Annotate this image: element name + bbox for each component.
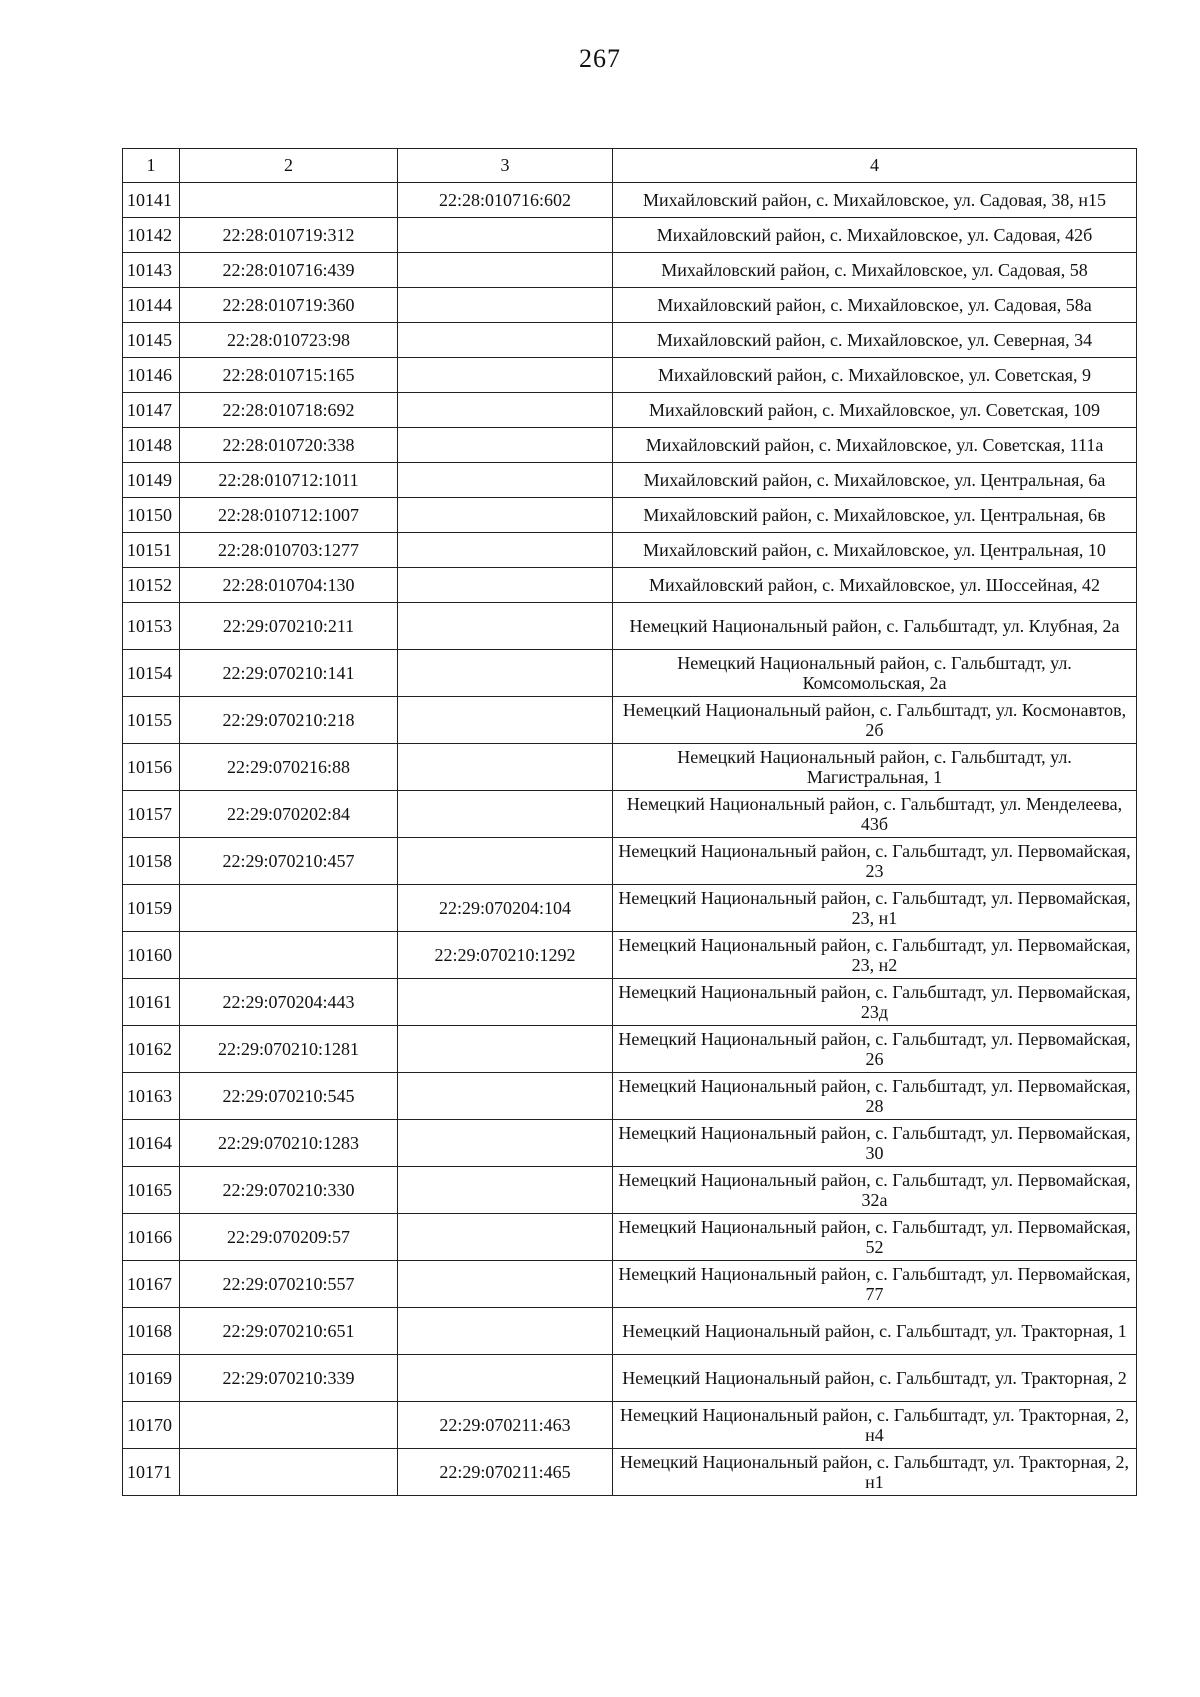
record-number-cell: 10163 [123, 1073, 180, 1120]
address-cell: Немецкий Национальный район, с. Гальбштадт, ул. Магистральная, 1 [613, 744, 1137, 791]
record-number-cell: 10156 [123, 744, 180, 791]
table-row [123, 1261, 1137, 1308]
object-number-cell [398, 791, 613, 838]
record-number-cell: 10150 [123, 498, 180, 533]
record-number-cell: 10143 [123, 253, 180, 288]
cadastral-number-cell: 22:28:010720:338 [180, 428, 398, 463]
table-row [123, 568, 1137, 603]
table-row [123, 1026, 1137, 1073]
address-cell: Михайловский район, с. Михайловское, ул. Центральная, 6а [613, 463, 1137, 498]
record-number-cell: 10144 [123, 288, 180, 323]
table-row [123, 650, 1137, 697]
record-number-cell: 10142 [123, 218, 180, 253]
record-number-cell: 10151 [123, 533, 180, 568]
cadastral-number-cell [180, 183, 398, 218]
cadastral-number-cell: 22:29:070210:651 [180, 1308, 398, 1355]
record-number-cell: 10157 [123, 791, 180, 838]
table-row [123, 744, 1137, 791]
address-cell: Михайловский район, с. Михайловское, ул. Шоссейная, 42 [613, 568, 1137, 603]
record-number-cell: 10165 [123, 1167, 180, 1214]
object-number-cell: 22:29:070210:1292 [398, 932, 613, 979]
address-cell: Немецкий Национальный район, с. Гальбштадт, ул. Первомайская, 23, н1 [613, 885, 1137, 932]
cadastral-number-cell: 22:29:070210:557 [180, 1261, 398, 1308]
record-number-cell: 10148 [123, 428, 180, 463]
address-cell: Немецкий Национальный район, с. Гальбштадт, ул. Тракторная, 2 [613, 1355, 1137, 1402]
record-number-cell: 10145 [123, 323, 180, 358]
object-number-cell [398, 428, 613, 463]
object-number-cell [398, 603, 613, 650]
record-number-cell: 10171 [123, 1449, 180, 1496]
object-number-cell [398, 358, 613, 393]
cadastral-number-cell: 22:28:010715:165 [180, 358, 398, 393]
object-number-cell [398, 568, 613, 603]
header-col-2: 2 [180, 149, 398, 183]
object-number-cell [398, 697, 613, 744]
record-number-cell: 10170 [123, 1402, 180, 1449]
table-row [123, 791, 1137, 838]
record-number-cell: 10159 [123, 885, 180, 932]
object-number-cell [398, 288, 613, 323]
record-number-cell: 10162 [123, 1026, 180, 1073]
table-body [123, 183, 1137, 1496]
cadastral-number-cell: 22:28:010703:1277 [180, 533, 398, 568]
address-cell: Михайловский район, с. Михайловское, ул. Советская, 109 [613, 393, 1137, 428]
cadastral-number-cell [180, 1402, 398, 1449]
table-row [123, 323, 1137, 358]
table-row [123, 288, 1137, 323]
object-number-cell [398, 744, 613, 791]
address-cell: Немецкий Национальный район, с. Гальбштадт, ул. Первомайская, 77 [613, 1261, 1137, 1308]
address-cell: Немецкий Национальный район, с. Гальбштадт, ул. Тракторная, 2, н4 [613, 1402, 1137, 1449]
object-number-cell [398, 1073, 613, 1120]
address-cell: Михайловский район, с. Михайловское, ул. Садовая, 58 [613, 253, 1137, 288]
table-row [123, 1355, 1137, 1402]
table-row [123, 498, 1137, 533]
table-row [123, 603, 1137, 650]
address-cell: Михайловский район, с. Михайловское, ул. Садовая, 58а [613, 288, 1137, 323]
registry-table [122, 148, 1137, 1496]
object-number-cell [398, 463, 613, 498]
address-cell: Михайловский район, с. Михайловское, ул. Советская, 111а [613, 428, 1137, 463]
table-row [123, 932, 1137, 979]
address-cell: Немецкий Национальный район, с. Гальбштадт, ул. Тракторная, 1 [613, 1308, 1137, 1355]
cadastral-number-cell [180, 932, 398, 979]
table-row [123, 253, 1137, 288]
object-number-cell [398, 650, 613, 697]
table-row [123, 1449, 1137, 1496]
cadastral-number-cell: 22:29:070210:1283 [180, 1120, 398, 1167]
object-number-cell [398, 838, 613, 885]
cadastral-number-cell: 22:28:010712:1007 [180, 498, 398, 533]
object-number-cell: 22:29:070211:463 [398, 1402, 613, 1449]
address-cell: Немецкий Национальный район, с. Гальбштадт, ул. Клубная, 2а [613, 603, 1137, 650]
table-row [123, 1214, 1137, 1261]
record-number-cell: 10167 [123, 1261, 180, 1308]
header-col-1: 1 [123, 149, 180, 183]
address-cell: Немецкий Национальный район, с. Гальбштадт, ул. Космонавтов, 2б [613, 697, 1137, 744]
object-number-cell [398, 253, 613, 288]
cadastral-number-cell: 22:29:070210:330 [180, 1167, 398, 1214]
cadastral-number-cell: 22:28:010723:98 [180, 323, 398, 358]
address-cell: Михайловский район, с. Михайловское, ул. Садовая, 38, н15 [613, 183, 1137, 218]
object-number-cell: 22:28:010716:602 [398, 183, 613, 218]
object-number-cell [398, 498, 613, 533]
table-row [123, 428, 1137, 463]
address-cell: Михайловский район, с. Михайловское, ул. Советская, 9 [613, 358, 1137, 393]
address-cell: Михайловский район, с. Михайловское, ул. Северная, 34 [613, 323, 1137, 358]
address-cell: Немецкий Национальный район, с. Гальбштадт, ул. Первомайская, 23д [613, 979, 1137, 1026]
header-row [123, 149, 1137, 183]
table-row [123, 1402, 1137, 1449]
cadastral-number-cell: 22:29:070210:457 [180, 838, 398, 885]
object-number-cell [398, 979, 613, 1026]
table-row [123, 218, 1137, 253]
object-number-cell [398, 533, 613, 568]
table-row [123, 1120, 1137, 1167]
address-cell: Михайловский район, с. Михайловское, ул. Центральная, 6в [613, 498, 1137, 533]
cadastral-number-cell: 22:29:070216:88 [180, 744, 398, 791]
record-number-cell: 10146 [123, 358, 180, 393]
cadastral-number-cell: 22:28:010719:312 [180, 218, 398, 253]
object-number-cell [398, 1026, 613, 1073]
record-number-cell: 10154 [123, 650, 180, 697]
table-row [123, 885, 1137, 932]
table-row [123, 533, 1137, 568]
object-number-cell [398, 1308, 613, 1355]
table-row [123, 1308, 1137, 1355]
record-number-cell: 10166 [123, 1214, 180, 1261]
record-number-cell: 10158 [123, 838, 180, 885]
table-row [123, 183, 1137, 218]
cadastral-number-cell: 22:28:010716:439 [180, 253, 398, 288]
record-number-cell: 10152 [123, 568, 180, 603]
cadastral-number-cell: 22:29:070210:339 [180, 1355, 398, 1402]
cadastral-number-cell: 22:29:070204:443 [180, 979, 398, 1026]
address-cell: Немецкий Национальный район, с. Гальбштадт, ул. Первомайская, 52 [613, 1214, 1137, 1261]
address-cell: Немецкий Национальный район, с. Гальбштадт, ул. Первомайская, 23 [613, 838, 1137, 885]
object-number-cell: 22:29:070211:465 [398, 1449, 613, 1496]
record-number-cell: 10168 [123, 1308, 180, 1355]
object-number-cell [398, 1214, 613, 1261]
cadastral-number-cell [180, 1449, 398, 1496]
address-cell: Немецкий Национальный район, с. Гальбштадт, ул. Первомайская, 30 [613, 1120, 1137, 1167]
cadastral-number-cell: 22:29:070210:545 [180, 1073, 398, 1120]
object-number-cell [398, 323, 613, 358]
record-number-cell: 10153 [123, 603, 180, 650]
address-cell: Немецкий Национальный район, с. Гальбштадт, ул. Первомайская, 23, н2 [613, 932, 1137, 979]
record-number-cell: 10161 [123, 979, 180, 1026]
address-cell: Немецкий Национальный район, с. Гальбштадт, ул. Менделеева, 43б [613, 791, 1137, 838]
cadastral-number-cell [180, 885, 398, 932]
address-cell: Немецкий Национальный район, с. Гальбштадт, ул. Тракторная, 2, н1 [613, 1449, 1137, 1496]
cadastral-number-cell: 22:29:070210:211 [180, 603, 398, 650]
table-header [123, 149, 1137, 183]
object-number-cell [398, 1120, 613, 1167]
record-number-cell: 10149 [123, 463, 180, 498]
table-row [123, 697, 1137, 744]
cadastral-number-cell: 22:29:070202:84 [180, 791, 398, 838]
object-number-cell [398, 1355, 613, 1402]
record-number-cell: 10141 [123, 183, 180, 218]
cadastral-number-cell: 22:29:070210:1281 [180, 1026, 398, 1073]
object-number-cell [398, 1167, 613, 1214]
table-row [123, 1167, 1137, 1214]
cadastral-number-cell: 22:28:010718:692 [180, 393, 398, 428]
record-number-cell: 10155 [123, 697, 180, 744]
address-cell: Немецкий Национальный район, с. Гальбштадт, ул. Первомайская, 32а [613, 1167, 1137, 1214]
header-col-4: 4 [613, 149, 1137, 183]
table-row [123, 358, 1137, 393]
cadastral-number-cell: 22:29:070210:218 [180, 697, 398, 744]
table-row [123, 1073, 1137, 1120]
address-cell: Немецкий Национальный район, с. Гальбштадт, ул. Комсомольская, 2а [613, 650, 1137, 697]
address-cell: Михайловский район, с. Михайловское, ул. Садовая, 42б [613, 218, 1137, 253]
table-row [123, 393, 1137, 428]
object-number-cell [398, 218, 613, 253]
cadastral-number-cell: 22:29:070209:57 [180, 1214, 398, 1261]
table-row [123, 979, 1137, 1026]
cadastral-number-cell: 22:29:070210:141 [180, 650, 398, 697]
table-row [123, 838, 1137, 885]
cadastral-number-cell: 22:28:010719:360 [180, 288, 398, 323]
header-col-3: 3 [398, 149, 613, 183]
cadastral-number-cell: 22:28:010712:1011 [180, 463, 398, 498]
cadastral-number-cell: 22:28:010704:130 [180, 568, 398, 603]
table-row [123, 463, 1137, 498]
address-cell: Немецкий Национальный район, с. Гальбштадт, ул. Первомайская, 28 [613, 1073, 1137, 1120]
object-number-cell [398, 393, 613, 428]
record-number-cell: 10164 [123, 1120, 180, 1167]
record-number-cell: 10169 [123, 1355, 180, 1402]
address-cell: Михайловский район, с. Михайловское, ул. Центральная, 10 [613, 533, 1137, 568]
object-number-cell [398, 1261, 613, 1308]
address-cell: Немецкий Национальный район, с. Гальбштадт, ул. Первомайская, 26 [613, 1026, 1137, 1073]
record-number-cell: 10147 [123, 393, 180, 428]
record-number-cell: 10160 [123, 932, 180, 979]
page-number: 267 [579, 44, 621, 73]
object-number-cell: 22:29:070204:104 [398, 885, 613, 932]
